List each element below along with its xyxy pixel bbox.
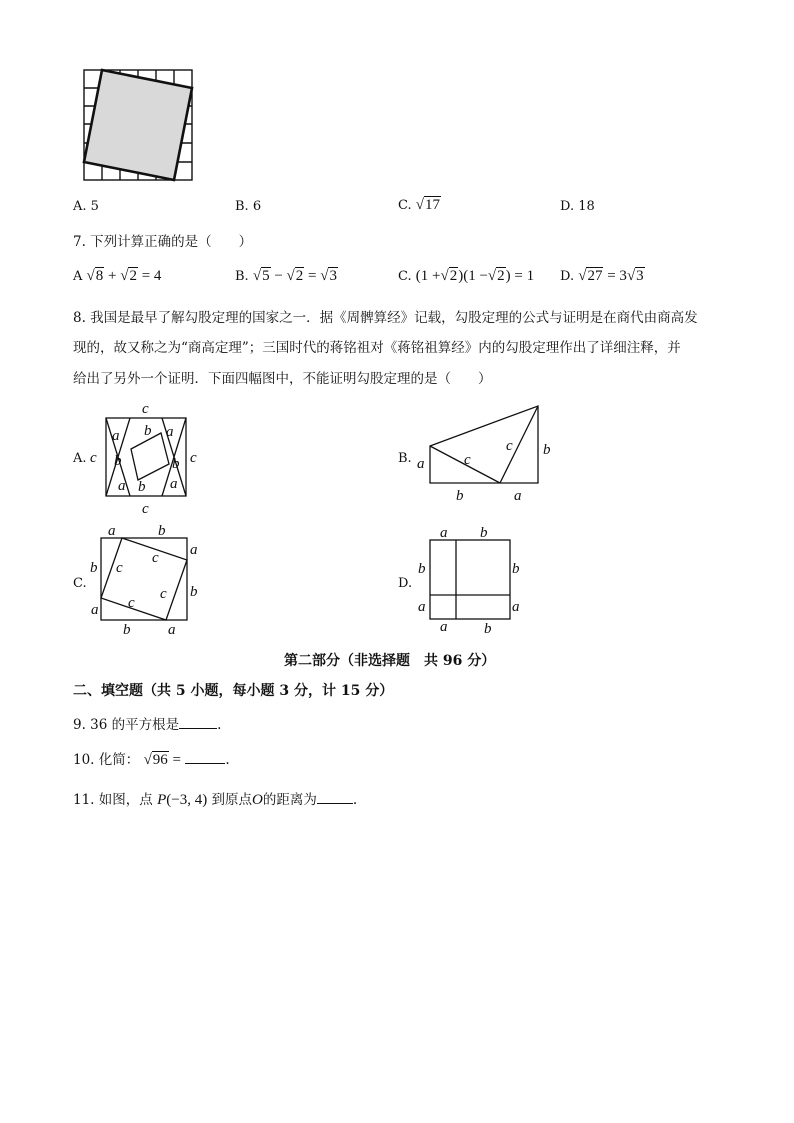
q8-figure-a bbox=[86, 400, 212, 515]
q8-line-2: 现的，故又称之为“商高定理”；三国时代的蒋铭祖对《蒋铭祖算经》内的勾股定理作出了详细注释，并 bbox=[73, 340, 681, 356]
q6-option-c-value: √17 bbox=[415, 197, 440, 213]
q6-option-d: D. 18 bbox=[560, 199, 595, 214]
q7-option-a: A √8 + √2 = 4 bbox=[73, 268, 162, 284]
q8b-label-b-right: b bbox=[543, 442, 551, 458]
q6-option-a: A. 5 bbox=[73, 199, 99, 214]
fill-in-section-heading: 二、填空题（共 5 小题，每小题 3 分，计 15 分） bbox=[73, 683, 394, 699]
q8d-label-b-top: b bbox=[480, 525, 488, 541]
q8a-label-b-1: b bbox=[144, 423, 152, 439]
q7-option-b: B. √5 − √2 = √3 bbox=[235, 268, 337, 284]
q9: 9. 36 的平方根是 . bbox=[73, 717, 222, 733]
q8c-label-a-right: a bbox=[190, 542, 198, 558]
q8b-label-a-left: a bbox=[417, 456, 425, 472]
q8d-label-a-right: a bbox=[512, 599, 520, 615]
q8c-label-c-1: c bbox=[116, 560, 123, 576]
q8c-label-c-2: c bbox=[152, 550, 159, 566]
q8a-label-b-2: b bbox=[114, 453, 122, 469]
q8c-label-a-top: a bbox=[108, 523, 116, 539]
q8b-label-a-bottom: a bbox=[514, 488, 522, 502]
q8a-label-b-3: b bbox=[172, 456, 180, 472]
q8a-label-c-left: c bbox=[90, 450, 97, 466]
q8c-label-b-bottom: b bbox=[123, 622, 131, 638]
q11-answer-blank[interactable] bbox=[317, 791, 353, 804]
q9-answer-blank[interactable] bbox=[179, 716, 217, 729]
q8d-label-a-top: a bbox=[440, 525, 448, 541]
q8c-label-c-4: c bbox=[128, 595, 135, 611]
q8-figure-b bbox=[412, 402, 562, 502]
q8d-label-a-bottom: a bbox=[440, 619, 448, 635]
q6-option-c bbox=[398, 197, 441, 214]
q8c-label-b-top: b bbox=[158, 523, 166, 539]
q7-stem: 7. 下列计算正确的是（ ） bbox=[73, 234, 253, 250]
q8-option-b-label: B. bbox=[398, 451, 412, 466]
q8-option-d-label: D. bbox=[398, 576, 413, 591]
q8c-label-c-3: c bbox=[160, 586, 167, 602]
q10-answer-blank[interactable] bbox=[185, 751, 225, 764]
q8-figure-c bbox=[86, 522, 206, 640]
q6-grid-figure bbox=[80, 66, 198, 184]
q8b-label-c-2: c bbox=[506, 438, 513, 454]
q8d-label-a-left: a bbox=[418, 599, 426, 615]
q8d-label-b-left: b bbox=[418, 561, 426, 577]
q8a-label-b-4: b bbox=[138, 479, 146, 495]
q10: 10. 化简： √96 = . bbox=[73, 752, 230, 768]
q8a-label-a-1: a bbox=[112, 428, 120, 444]
q8a-label-c-top: c bbox=[142, 401, 149, 417]
q8a-label-c-bottom: c bbox=[142, 501, 149, 515]
q8c-label-a-left: a bbox=[91, 602, 99, 618]
q8a-label-a-3: a bbox=[118, 478, 126, 494]
q8a-label-c-right: c bbox=[190, 450, 197, 466]
part-two-heading: 第二部分（非选择题 共 96 分） bbox=[284, 653, 496, 669]
q8c-label-b-right: b bbox=[190, 584, 198, 600]
q8c-label-a-bottom: a bbox=[168, 622, 176, 638]
q8a-label-a-2: a bbox=[166, 424, 174, 440]
q8-figure-d bbox=[414, 523, 524, 635]
q6-option-b: B. 6 bbox=[235, 199, 262, 214]
q8-option-c-label: C. bbox=[73, 576, 87, 591]
q8c-label-b-left: b bbox=[90, 560, 98, 576]
q11: 11. 如图，点 P(−3, 4) 到原点O的距离为 . bbox=[73, 792, 358, 808]
q7-option-d: D. √27 = 3√3 bbox=[560, 268, 644, 284]
q8b-label-b-bottom: b bbox=[456, 488, 464, 502]
q7-option-c: C. (1 +√2)(1 −√2) = 1 bbox=[398, 268, 535, 284]
q8b-label-c-1: c bbox=[464, 452, 471, 468]
q8a-label-a-4: a bbox=[170, 476, 178, 492]
q8d-label-b-bottom: b bbox=[484, 621, 492, 635]
q8-line-1: 8. 我国是最早了解勾股定理的国家之一．据《周髀算经》记载，勾股定理的公式与证明是在商代由商高发 bbox=[73, 310, 698, 326]
q8-line-3: 给出了另外一个证明．下面四幅图中，不能证明勾股定理的是（ ） bbox=[73, 371, 492, 387]
q8-option-a-label: A. bbox=[73, 451, 87, 466]
q8d-label-b-right: b bbox=[512, 561, 520, 577]
q6-option-c-label: C. bbox=[398, 198, 412, 213]
